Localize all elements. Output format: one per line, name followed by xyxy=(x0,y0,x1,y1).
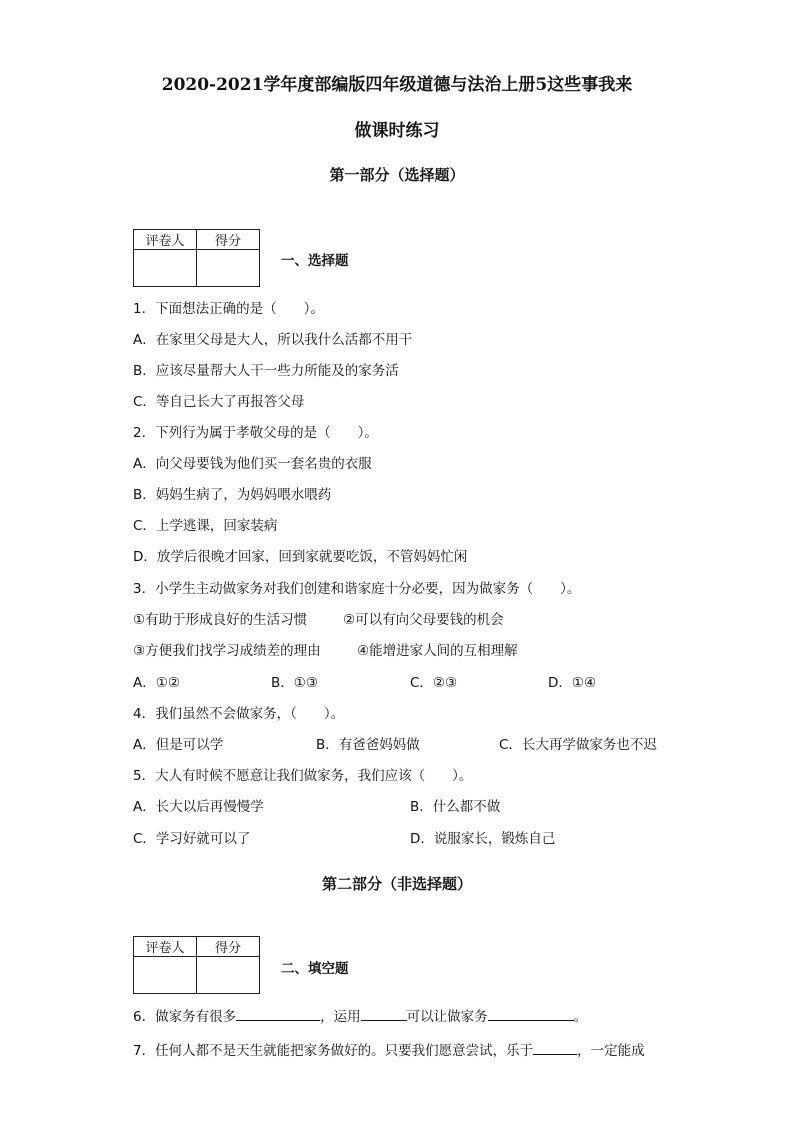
grader-header: 评卷人 xyxy=(134,937,197,957)
grader-cell xyxy=(134,250,197,287)
question-1-option-c: C．等自己长大了再报答父母 xyxy=(133,394,305,410)
question-5-option-c: C．学习好就可以了 xyxy=(133,831,251,847)
question-4-option-b: B．有爸爸妈妈做 xyxy=(316,737,420,753)
document-title-line2: 做课时练习 xyxy=(354,121,440,141)
score-header: 得分 xyxy=(197,230,260,250)
question-7-text-1: 7．任何人都不是天生就能把家务做好的。只要我们愿意尝试，乐于 xyxy=(133,1043,534,1059)
question-7-text-2: ，一定能成 xyxy=(577,1043,645,1059)
answer-blank[interactable] xyxy=(488,1006,574,1021)
question-3-stem: 3．小学生主动做家务对我们创建和谐家庭十分必要，因为做家务（ ）。 xyxy=(133,581,581,597)
question-7 xyxy=(133,1039,645,1059)
question-3-option-a: A．①② xyxy=(133,675,180,691)
score-header: 得分 xyxy=(197,937,260,957)
question-1-stem: 1．下面想法正确的是（ ）。 xyxy=(133,301,324,317)
answer-blank[interactable] xyxy=(533,1040,577,1055)
question-4-option-c: C．长大再学做家务也不迟 xyxy=(499,737,657,753)
question-1-option-b: B．应该尽量帮大人干一些力所能及的家务活 xyxy=(133,363,399,379)
question-6 xyxy=(133,1005,587,1025)
question-2-option-b: B．妈妈生病了，为妈妈喂水喂药 xyxy=(133,487,332,503)
question-3-option-d: D．①④ xyxy=(548,675,597,691)
question-3-option-b: B．①③ xyxy=(271,675,318,691)
question-4-option-a: A．但是可以学 xyxy=(133,737,224,753)
question-1-option-a: A．在家里父母是大人，所以我什么活都不用干 xyxy=(133,332,413,348)
question-6-text-3: 可以让做家务 xyxy=(406,1009,488,1025)
question-2-option-c: C．上学逃课，回家装病 xyxy=(133,518,278,534)
question-6-text-2: ，运用 xyxy=(320,1009,361,1025)
answer-blank[interactable] xyxy=(361,1006,407,1021)
choice-section-heading: 一、选择题 xyxy=(281,253,349,269)
question-5-stem: 5．大人有时候不愿意让我们做家务，我们应该（ ）。 xyxy=(133,768,473,784)
score-cell xyxy=(197,250,260,287)
question-5-option-b: B．什么都不做 xyxy=(410,799,501,815)
question-6-text-4: 。 xyxy=(573,1009,588,1025)
grader-cell xyxy=(134,957,197,994)
question-3-item-2: ②可以有向父母要钱的机会 xyxy=(343,612,504,628)
question-3-option-c: C．②③ xyxy=(410,675,458,691)
question-5-option-a: A．长大以后再慢慢学 xyxy=(133,799,264,815)
score-cell xyxy=(197,957,260,994)
question-3-item-1: ①有助于形成良好的生活习惯 xyxy=(133,612,308,628)
question-2-option-a: A．向父母要钱为他们买一套名贵的衣服 xyxy=(133,456,372,472)
question-3-item-4: ④能增进家人间的互相理解 xyxy=(357,643,518,659)
question-6-text-1: 6．做家务有很多 xyxy=(133,1009,237,1025)
score-table xyxy=(133,229,260,287)
question-4-stem: 4．我们虽然不会做家务，（ ）。 xyxy=(133,706,345,722)
answer-blank[interactable] xyxy=(236,1006,320,1021)
part1-title: 第一部分（选择题） xyxy=(329,166,465,184)
part2-title: 第二部分（非选择题） xyxy=(321,875,472,893)
score-table-2 xyxy=(133,936,260,994)
question-2-stem: 2．下列行为属于孝敬父母的是（ ）。 xyxy=(133,425,378,441)
grader-header: 评卷人 xyxy=(134,230,197,250)
document-title-line1: 2020-2021学年度部编版四年级道德与法治上册5这些事我来 xyxy=(161,75,633,95)
fill-section-heading: 二、填空题 xyxy=(281,961,349,977)
question-5-option-d: D．说服家长，锻炼自己 xyxy=(410,831,556,847)
question-2-option-d: D．放学后很晚才回家，回到家就要吃饭，不管妈妈忙闲 xyxy=(133,549,468,565)
question-3-item-3: ③方便我们找学习成绩差的理由 xyxy=(133,643,321,659)
